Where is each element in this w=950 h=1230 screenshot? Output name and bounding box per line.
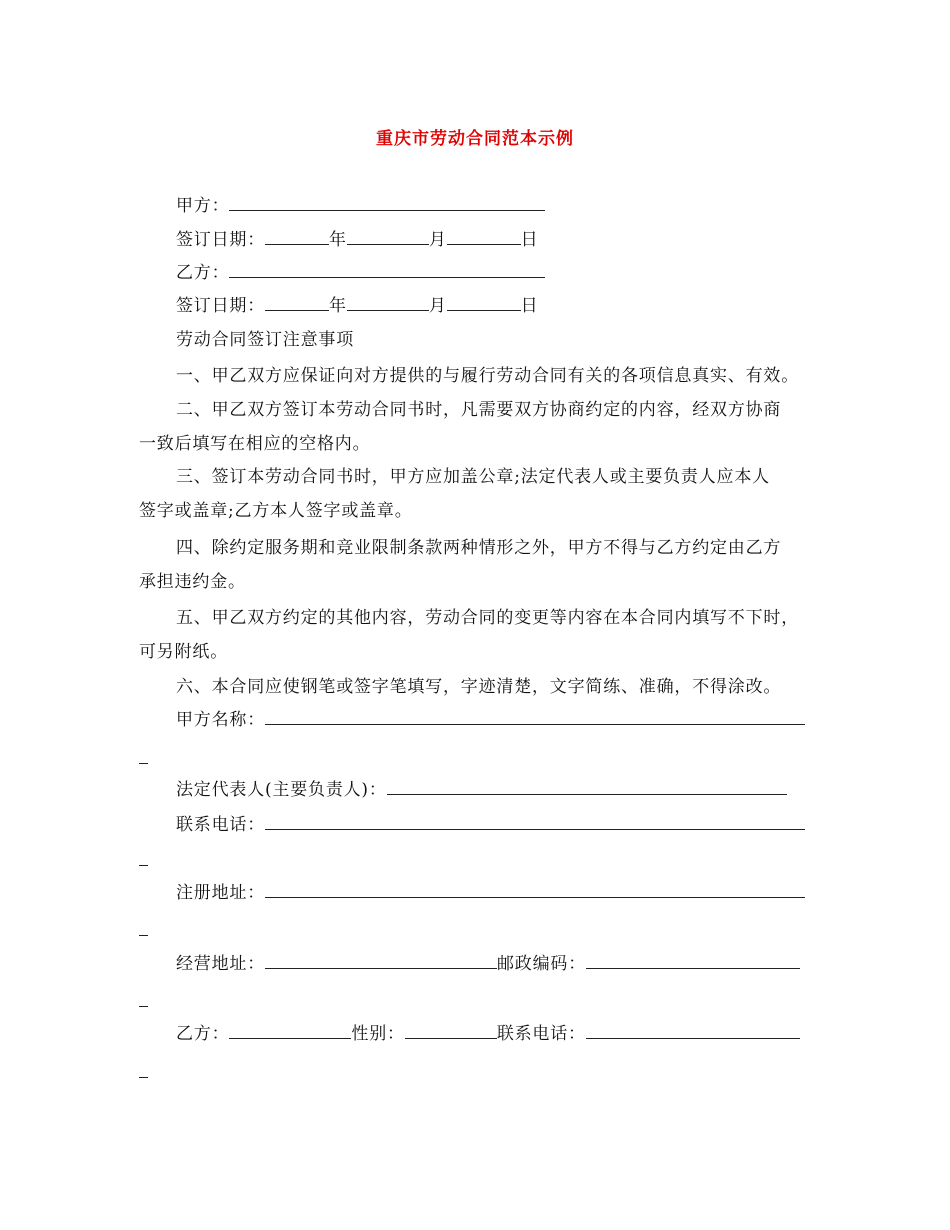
party-a-blank [229,194,545,211]
sign-date-label: 签订日期： [176,296,265,316]
month-label: 月 [428,230,447,250]
biz-address-label: 经营地址： [176,954,265,974]
reg-address-label: 注册地址： [176,883,265,903]
notice-item-2: 二、甲乙双方签订本劳动合同书时，凡需要双方协商约定的内容，经双方协商 [176,400,782,420]
sign-date-label: 签订日期： [176,230,265,250]
notice-item-5-cont: 可另附纸。 [139,642,228,662]
document-title: 重庆市劳动合同范本示例 [376,129,574,149]
postcode-label: 邮政编码： [497,954,586,974]
legal-rep-label: 法定代表人(主要负责人)： [176,780,387,800]
legal-rep-field [176,778,787,802]
party-a-name-label: 甲方名称： [176,710,265,730]
party-a-line [176,194,545,218]
day-label: 日 [520,296,539,316]
legal-rep-blank [387,778,787,795]
notice-title: 劳动合同签订注意事项 [176,330,354,350]
reg-address-blank [265,881,805,898]
sign-date-line-a [176,228,538,252]
biz-address-field [176,952,800,976]
gender-blank [405,1022,497,1039]
notice-item-6: 六、本合同应使钢笔或签字笔填写，字迹清楚，文字简练、准确，不得涂改。 [176,677,782,697]
reg-address-field [176,881,805,905]
phone-field [176,813,805,837]
wrap-dash [139,935,148,936]
phone-label: 联系电话： [176,815,265,835]
party-b-blank [229,261,545,278]
party-a-name-field [176,708,805,732]
notice-item-4-cont: 承担违约金。 [139,572,246,592]
notice-item-1: 一、甲乙双方应保证向对方提供的与履行劳动合同有关的各项信息真实、有效。 [176,366,799,386]
notice-item-2-cont: 一致后填写在相应的空格内。 [139,434,371,454]
year-blank [265,228,329,245]
party-a-name-blank [265,708,805,725]
day-blank [447,294,521,311]
sign-date-line-b [176,294,538,318]
party-b-info-field [176,1022,800,1046]
notice-item-3-cont: 签字或盖章;乙方本人签字或盖章。 [139,501,413,521]
wrap-dash [139,1077,148,1078]
year-label: 年 [329,230,347,250]
wrap-dash [139,1006,148,1007]
phone-blank [265,813,805,830]
party-b-name-blank [229,1022,351,1039]
year-label: 年 [329,296,347,316]
month-blank [347,294,429,311]
party-b-phone-blank [586,1022,800,1039]
year-blank [265,294,329,311]
party-b-phone-label: 联系电话： [496,1024,586,1044]
day-label: 日 [520,230,539,250]
postcode-blank [586,952,800,969]
biz-address-blank [265,952,497,969]
month-label: 月 [428,296,447,316]
wrap-dash [139,763,148,764]
notice-item-5: 五、甲乙双方约定的其他内容，劳动合同的变更等内容在本合同内填写不下时， [176,608,799,628]
day-blank [447,228,521,245]
notice-item-3: 三、签订本劳动合同书时，甲方应加盖公章;法定代表人或主要负责人应本人 [176,467,770,487]
party-b-info-label: 乙方： [176,1024,230,1044]
party-b-label: 乙方： [176,263,230,283]
gender-label: 性别： [351,1024,405,1044]
party-b-line [176,261,545,285]
party-a-label: 甲方： [176,196,230,216]
wrap-dash [139,865,148,866]
notice-item-4: 四、除约定服务期和竞业限制条款两种情形之外，甲方不得与乙方约定由乙方 [176,538,782,558]
month-blank [347,228,429,245]
